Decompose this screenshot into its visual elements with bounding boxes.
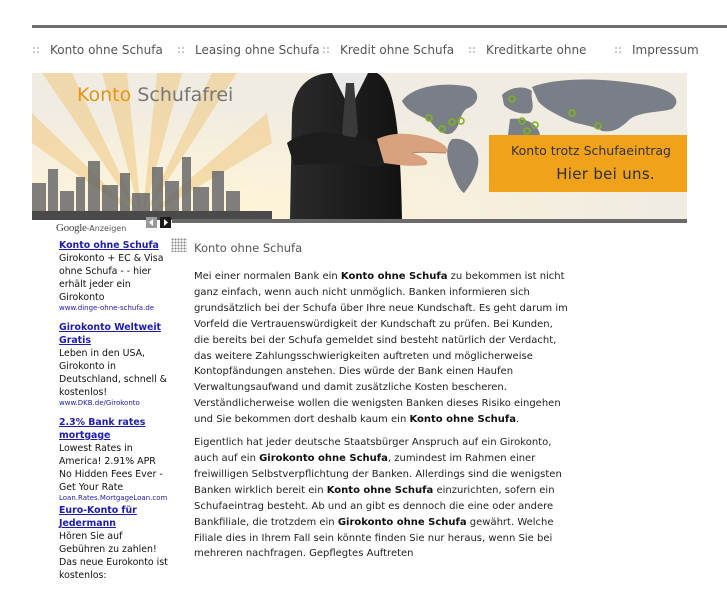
banner-subline: Hier bei uns. <box>556 165 655 183</box>
ads-next-arrow-icon[interactable] <box>160 217 171 228</box>
ad-item <box>59 321 169 408</box>
google-label: Google <box>56 222 87 234</box>
ad-item <box>59 239 169 313</box>
nav-item-impressum[interactable] <box>614 40 699 60</box>
nav-item-konto-ohne-schufa[interactable] <box>32 40 163 60</box>
ads-header <box>56 216 127 234</box>
banner-headline: Konto trotz Schufaeintrag <box>511 143 671 158</box>
dots-icon <box>468 46 476 54</box>
anzeigen-label: -Anzeigen <box>86 224 127 233</box>
nav-item-label: Konto ohne Schufa <box>50 43 163 57</box>
ad-description: Lowest Rates in America! 2.91% APR No Hidden Fees Ever - Get Your Rate <box>59 443 163 493</box>
logo-word-konto: Konto <box>77 84 132 106</box>
page-title: Konto ohne Schufa <box>194 241 303 255</box>
ad-title-link[interactable]: 2.3% Bank rates mortgage <box>59 417 146 441</box>
ad-title-link[interactable]: Euro-Konto für Jedermann <box>59 505 137 529</box>
ads-prev-arrow-icon[interactable] <box>146 217 157 228</box>
ad-title-link[interactable]: Girokonto Weltweit Gratis <box>59 322 162 346</box>
dots-icon <box>322 46 330 54</box>
paragraph-1: Mei einer normalen Bank ein Konto ohne Schufa zu bekommen ist nicht ganz einfach, wenn auch nicht unmöglich. Banken informieren sich grundsätzlich bei der Schufa über Ihre neue Kundschaft. Es geht darum im Vorfeld die Vertrauenswürdigkeit der Kundschaft zu prüfen. Bei Kunden, die bereits bei der Schufa gemeldet sind besteht natürlich der Verdacht, das weitere Zahlungsschwierigkeiten auftreten und möglicherweise Kontopfändungen anstehen. Dies würde der Bank einen Haufen Verwaltungsaufwand und damit zusätzliche Kosten bescheren. Verständlicherweise wollen die wenigsten Banken dieses Risiko eingehen und Sie bekommen dort deshalb kaum ein Konto ohne Schufa. <box>194 271 568 426</box>
dots-icon <box>614 46 622 54</box>
ad-description: Hören Sie auf Gebühren zu zahlen! Das neue Eurokonto ist kostenlos: <box>59 531 168 581</box>
ad-title-link[interactable]: Konto ohne Schufa <box>59 240 159 251</box>
nav-item-label: Kredit ohne Schufa <box>340 43 455 57</box>
ads-list <box>59 239 169 590</box>
dots-icon <box>177 46 185 54</box>
grip-icon <box>171 238 187 252</box>
nav-item-label: Impressum <box>632 43 699 57</box>
nav-item-label: Leasing ohne Schufa <box>195 43 320 57</box>
header-underline <box>172 219 687 223</box>
main-navigation <box>32 40 727 60</box>
banner-callout <box>489 135 687 192</box>
nav-item-kreditkarte-ohne[interactable] <box>468 40 586 60</box>
header-banner <box>32 73 687 220</box>
top-rule <box>32 25 727 28</box>
nav-item-label: Kreditkarte ohne <box>486 43 587 57</box>
paragraph-2: Eigentlich hat jeder deutsche Staatsbürger Anspruch auf ein Girokonto, auch auf ein Girokonto ohne Schufa, zumindest im Rahmen einer freiwilligen Selbstverpflichtung der Banken. Allerdings sind die wenigsten Banken wirklich bereit ein Konto ohne Schufa einzurichten, sofern ein Schufaeintrag besteht. Ab und an gibt es dennoch die eine oder andere Bankfiliale, die trotzdem ein Girokonto ohne Schufa gewährt. Welche Filiale dies in Ihrem Fall sein könnte finden Sie nur heraus, wenn Sie bei mehreren nachfragen. Gepflegtes Auftreten <box>194 437 562 560</box>
logo-word-schufafrei: Schufafrei <box>137 84 234 106</box>
ad-description: Girokonto + EC & Visa ohne Schufa - - hier erhält jeder ein Girokonto <box>59 253 164 303</box>
ad-item <box>59 416 169 502</box>
dots-icon <box>32 46 40 54</box>
ad-url-link[interactable]: www.dinge-ohne-schufa.de <box>59 304 155 312</box>
ad-url-link[interactable]: www.DKB.de/Girokonto <box>59 399 140 407</box>
ad-item <box>59 504 169 582</box>
site-logo[interactable] <box>77 83 233 107</box>
main-content <box>194 240 568 569</box>
nav-item-kredit-ohne-schufa[interactable] <box>322 40 454 60</box>
nav-item-leasing-ohne-schufa[interactable] <box>177 40 320 60</box>
ad-url-link[interactable]: Loan.Rates.MortgageLoan.com <box>59 494 168 502</box>
ad-description: Leben in den USA, Girokonto in Deutschland, schnell & kostenlos! <box>59 348 167 398</box>
